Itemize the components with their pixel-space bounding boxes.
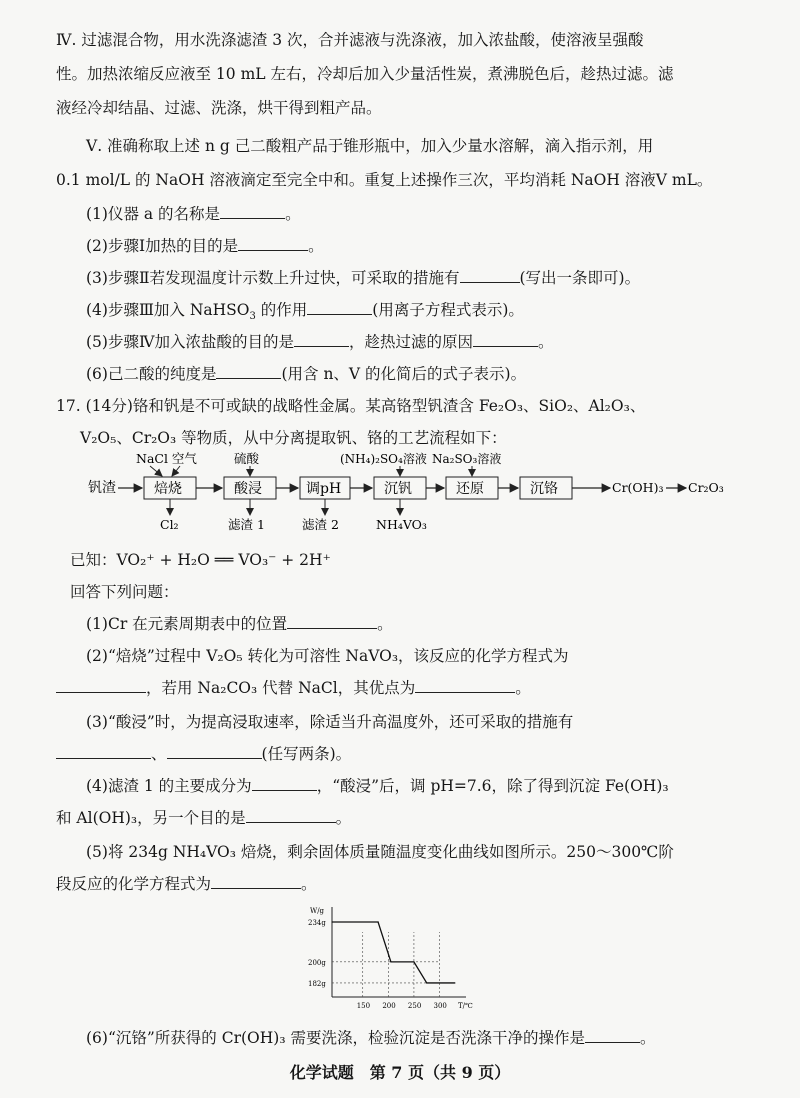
subscript: 3: [249, 311, 256, 323]
svg-text:还原: 还原: [456, 481, 484, 497]
flow-box-reduce: [446, 477, 498, 499]
x-tick-label: 200: [382, 1002, 396, 1010]
q17-sub1: [86, 612, 752, 636]
answer-blank[interactable]: [252, 774, 317, 791]
q16-sub2-text: (2)步骤Ⅰ加热的目的是: [86, 237, 239, 255]
data-point: [377, 921, 378, 922]
q17-sub6: [86, 1026, 752, 1050]
q17-sub4-text: (4)滤渣 1 的主要成分为: [86, 777, 252, 795]
q17-known: 已知：VO₂⁺ + H₂O ══ VO₃⁻ + 2H⁺: [70, 551, 331, 569]
q17-sub5-text: 段反应的化学方程式为: [56, 875, 212, 893]
answer-blank[interactable]: [585, 1026, 640, 1043]
answer-blank[interactable]: [287, 612, 377, 629]
page-footer: 化学试题 第 7 页（共 9 页）: [289, 1063, 511, 1082]
x-tick-label: 250: [407, 1002, 422, 1010]
flow-input-sodium-sulfite: Na₂SO₃溶液: [432, 452, 502, 466]
q17-answer-prompt: 回答下列问题：: [70, 583, 179, 601]
y-tick-label: 234g: [308, 919, 326, 928]
q16-sub3: [86, 266, 752, 290]
q17-sub1-text: (1)Cr 在元素周期表中的位置: [86, 615, 288, 633]
svg-text:酸浸: 酸浸: [234, 481, 262, 497]
q16-sub3-text: (3)步骤Ⅱ若发现温度计示数上升过快，可采取的措施有: [86, 269, 460, 287]
q16-sub4: [86, 298, 752, 329]
answer-blank[interactable]: [211, 872, 301, 889]
q16-sub6-text: (6)己二酸的纯度是: [86, 365, 217, 383]
flow-input-nacl-air: NaCl 空气: [136, 451, 197, 466]
punct: 。: [285, 205, 301, 223]
data-point: [454, 982, 455, 983]
punct: 。: [335, 809, 352, 827]
y-tick-label: 182g: [308, 979, 326, 988]
q16-sub1: [86, 202, 752, 226]
q17-sub5-line2: [56, 872, 752, 896]
para-step4-line2: 性。加热浓缩反应液至 10 mL 左右，冷却后加入少量活性炭，煮沸脱色后，趁热过滤。滤: [56, 65, 674, 83]
flow-box-precip-v: [374, 477, 426, 499]
mass-temperature-chart: [300, 905, 473, 1015]
q16-sub3-note: (写出一条即可)。: [519, 269, 641, 287]
data-point: [390, 961, 391, 962]
q17-sub2-text2: ，若用 Na₂CO₃ 代替 NaCl，其优点为: [146, 679, 416, 697]
q16-sub6-note: (用含 n、V 的化简后的式子表示)。: [281, 365, 527, 383]
flow-box-precip-cr: [520, 477, 572, 499]
punct: 。: [377, 615, 393, 633]
flow-start-label: 钒渣: [88, 480, 116, 496]
answer-blank[interactable]: [307, 298, 372, 315]
punct: 。: [515, 679, 531, 697]
q16-sub6: [86, 362, 752, 386]
flow-output-nh4vo3: NH₄VO₃: [376, 517, 427, 532]
data-point: [413, 961, 414, 962]
flow-box-acid-leach: [224, 477, 276, 499]
mass-curve: [332, 922, 455, 983]
svg-text:调pH: 调pH: [306, 481, 342, 497]
q16-sub4-note: (用离子方程式表示)。: [372, 301, 524, 319]
q17-sub4-line2: [56, 806, 752, 830]
data-point: [426, 982, 427, 983]
q17-sub4-text3: 和 Al(OH)₃，另一个目的是: [56, 809, 246, 827]
flow-box-adjust-ph: [300, 477, 350, 499]
q17-sub4-line1: [86, 774, 752, 798]
flow-output-residue2: 滤渣 2: [302, 517, 339, 532]
svg-text:焙烧: 焙烧: [154, 481, 182, 497]
q16-sub1-text: (1)仪器 a 的名称是: [86, 205, 221, 223]
q17-sub3-note: (任写两条)。: [261, 745, 352, 763]
answer-blank[interactable]: [220, 202, 285, 219]
answer-blank[interactable]: [56, 676, 146, 693]
q16-sub5-text: (5)步骤Ⅳ加入浓盐酸的目的是: [86, 333, 294, 351]
punct: 、: [151, 745, 167, 763]
answer-blank[interactable]: [415, 676, 515, 693]
q17-sub3-line2: [56, 742, 752, 766]
q17-sub5-line1: (5)将 234g NH₄VO₃ 焙烧，剩余固体质量随温度变化曲线如图所示。250～300℃阶: [86, 843, 674, 861]
q17-sub2-line2: [56, 676, 752, 700]
para-step5-line2: 0.1 mol/L 的 NaOH 溶液滴定至完全中和。重复上述操作三次，平均消耗 NaOH 溶液V mL。: [56, 171, 713, 189]
q16-sub5: [86, 330, 752, 354]
flow-product-cr2o3: Cr₂O₃: [688, 480, 724, 495]
answer-blank[interactable]: [246, 806, 336, 823]
q17-sub3-line1: (3)“酸浸”时，为提高浸取速率，除适当升高温度外，还可采取的措施有: [86, 713, 574, 731]
punct: 。: [639, 1029, 656, 1047]
flow-output-cl2: Cl₂: [160, 517, 179, 532]
para-step4-line1: Ⅳ. 过滤混合物，用水洗涤滤渣 3 次，合并滤液与洗涤液，加入浓盐酸，使溶液呈强酸: [56, 31, 644, 49]
para-step5-line1: Ⅴ. 准确称取上述 n g 己二酸粗产品于锥形瓶中，加入少量水溶解，滴入指示剂，用: [86, 137, 654, 155]
flow-box-roast: [144, 477, 196, 499]
data-point: [331, 921, 332, 922]
punct: 。: [301, 875, 317, 893]
flow-product-croh3: Cr(OH)₃: [612, 480, 664, 495]
y-tick-label: 200g: [308, 958, 326, 967]
x-axis-label: T/℃: [458, 1002, 473, 1010]
answer-blank[interactable]: [460, 266, 520, 283]
q17-sub4-text2: ，“酸浸”后，调 pH=7.6，除了得到沉淀 Fe(OH)₃: [316, 777, 669, 795]
q17-intro-line1: 17. (14分)铬和钒是不可或缺的战略性金属。某高铬型钒渣含 Fe₂O₃、SiO₂、Al₂O₃、: [56, 397, 646, 415]
flow-input-ammonium-sulfate: (NH₄)₂SO₄溶液: [340, 452, 427, 466]
answer-blank[interactable]: [216, 362, 281, 379]
answer-blank[interactable]: [294, 330, 349, 347]
answer-blank[interactable]: [473, 330, 538, 347]
answer-blank[interactable]: [167, 742, 262, 759]
punct: 。: [537, 333, 554, 351]
q17-sub6-text: (6)“沉铬”所获得的 Cr(OH)₃ 需要洗涤，检验沉淀是否洗涤干净的操作是: [86, 1029, 585, 1047]
q16-sub4-text: (4)步骤Ⅲ加入 NaHSO: [86, 301, 250, 319]
q17-sub2-line1: (2)“焙烧”过程中 V₂O₅ 转化为可溶性 NaVO₃，该反应的化学方程式为: [86, 647, 569, 665]
punct: 。: [308, 237, 324, 255]
q16-sub4-text2: 的作用: [255, 301, 308, 319]
x-tick-label: 150: [356, 1002, 371, 1010]
process-flow-diagram: [70, 451, 730, 545]
svg-text:沉铬: 沉铬: [530, 481, 558, 497]
q16-sub2: [86, 234, 752, 258]
x-tick-label: 300: [433, 1002, 447, 1010]
flow-output-residue1: 滤渣 1: [228, 517, 265, 532]
q16-sub5-text2: ，趁热过滤的原因: [348, 333, 473, 351]
y-axis-label: W/g: [310, 907, 325, 915]
answer-blank[interactable]: [238, 234, 308, 251]
svg-text:沉钒: 沉钒: [384, 481, 412, 497]
q17-intro-line2: V₂O₅、Cr₂O₃ 等物质，从中分离提取钒、铬的工艺流程如下：: [80, 429, 507, 447]
para-step4-line3: 液经冷却结晶、过滤、洗涤，烘干得到粗产品。: [56, 99, 382, 117]
flow-input-sulfuric: 硫酸: [234, 451, 260, 466]
answer-blank[interactable]: [56, 742, 151, 759]
